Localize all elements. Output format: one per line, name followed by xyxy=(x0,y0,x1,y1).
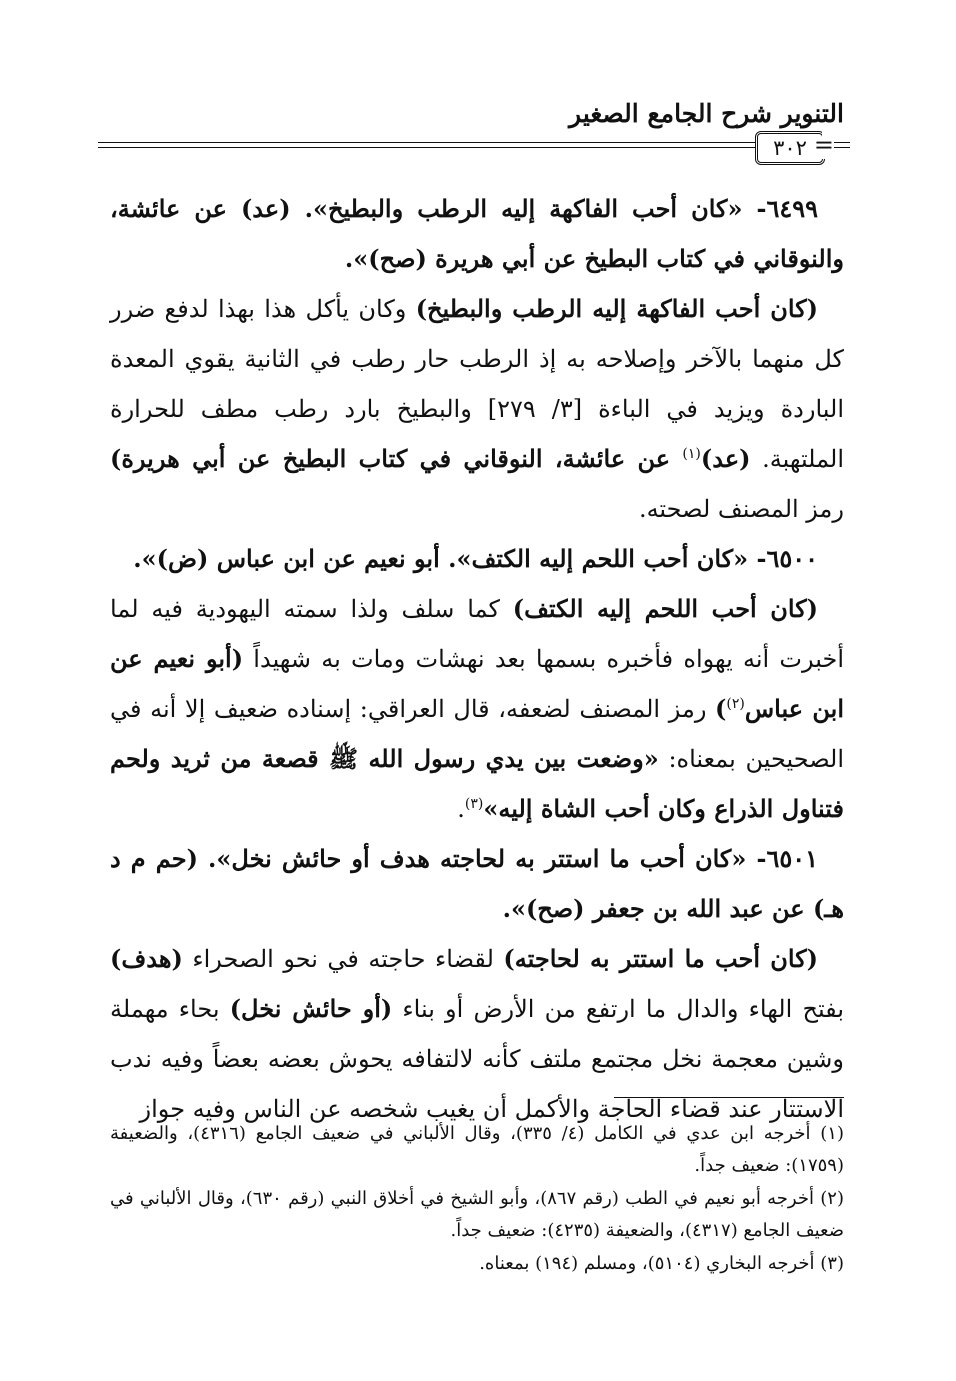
footnotes xyxy=(110,1118,844,1281)
header-rule xyxy=(98,142,850,143)
source-text: (أبو نعيم عن ابن عباس xyxy=(110,644,844,723)
commentary-text: بحاء مهملة وشين معجمة نخل مجتمع ملتف كأنه لالتفافه يحوش بعضه بعضاً وفيه ندب الاستتار عند قضاء الحاجة والأكمل أن يغيب شخصه عن الناس وفيه جواز xyxy=(110,995,844,1123)
header-edge-mark: = xyxy=(813,131,834,159)
entry-number: ٦٥٠٠- xyxy=(756,544,818,573)
hadith-text: «كان أحب ما استتر به لحاجته هدف أو حائش نخل». (حم م د هـ) عن عبد الله بن جعفر (صح)». xyxy=(110,844,844,923)
quoted-word: (هدف) xyxy=(110,944,183,973)
entry-number: ٦٤٩٩- xyxy=(756,194,818,223)
source-text: عن عائشة، النوقاني في كتاب البطيخ عن أبي هريرة) xyxy=(110,444,683,473)
hadith-text: «كان أحب اللحم إليه الكتف». أبو نعيم عن ابن عباس (ض)». xyxy=(133,544,749,573)
commentary-text: رمز المصنف لضعفه، قال العراقي: إسناده ضعيف إلا أنه في الصحيحين بمعناه: xyxy=(110,695,845,773)
quoted-hadith: «وضعت بين يدي رسول الله ﷺ قصعة من ثريد ولحم فتناول الذراع وكان أحب الشاة إليه» xyxy=(110,744,844,823)
commentary-text: لقضاء حاجته في نحو الصحراء xyxy=(182,945,504,973)
source-code: (عد) xyxy=(700,444,751,473)
footnote-1: (١) أخرجه ابن عدي في الكامل (٤/ ٣٣٥)، وقال الألباني في ضعيف الجامع (٤٣١٦)، والضعيفة (١٧٥٩): ضعيف جداً. xyxy=(110,1123,844,1176)
footnote-ref-3[interactable]: (٣) xyxy=(464,796,484,812)
hadith-text: «كان أحب الفاكهة إليه الرطب والبطيخ». (عد) عن عائشة، والنوقاني في كتاب البطيخ عن أبي هريرة (صح)». xyxy=(110,194,844,273)
footnote-separator xyxy=(614,1097,844,1098)
sentence-end: . xyxy=(457,795,465,823)
running-header-title: التنوير شرح الجامع الصغير xyxy=(569,99,844,128)
quoted-word: (أو حائش نخل) xyxy=(229,994,393,1023)
hadith-entry-6499 xyxy=(110,184,844,284)
footnote-ref-1[interactable]: (١) xyxy=(682,446,701,462)
page-number: ٣٠٢ xyxy=(755,131,825,165)
source-close: ) xyxy=(715,694,727,723)
footnote-ref-2[interactable]: (٢) xyxy=(726,696,745,712)
commentary-6499 xyxy=(110,284,844,534)
footnote-2: (٢) أخرجه أبو نعيم في الطب (رقم ٨٦٧)، وأبو الشيخ في أخلاق النبي (رقم ٦٣٠)، وقال الألباني في ضعيف الجامع (٤٣١٧)، والضعيفة (٤٢٣٥): ضعيف جداً. xyxy=(110,1188,844,1241)
commentary-6501 xyxy=(110,934,844,1134)
quoted-matn: (كان أحب ما استتر به لحاجته) xyxy=(503,944,818,973)
quoted-matn: (كان أحب اللحم إليه الكتف) xyxy=(512,594,818,623)
commentary-text: وكان يأكل هذا بهذا لدفع ضرر كل منهما بالآخر وإصلاحه به إذ الرطب حار رطب في الثانية يقوي المعدة الباردة ويزيد في الباءة [٣/ ٢٧٩] والبطيخ بارد رطب مطف للحرارة الملتهبة. xyxy=(110,295,844,473)
hadith-entry-6500 xyxy=(110,534,844,584)
header-rule-double xyxy=(98,147,850,148)
hadith-entry-6501 xyxy=(110,834,844,934)
commentary-6500 xyxy=(110,584,844,834)
quoted-matn: (كان أحب الفاكهة إليه الرطب والبطيخ) xyxy=(415,294,818,323)
commentary-text: كما سلف ولذا سمته اليهودية فيه لما أخبرت أنه يهواه فأخبره بسمها بعد نهشات ومات به شهيداً xyxy=(110,595,845,673)
commentary-text: بفتح الهاء والدال ما ارتفع من الأرض أو بناء xyxy=(392,995,845,1023)
main-text xyxy=(110,184,844,1134)
commentary-text: رمز المصنف لصحته. xyxy=(638,495,844,523)
footnote-3: (٣) أخرجه البخاري (٥١٠٤)، ومسلم (١٩٤) بمعناه. xyxy=(479,1253,844,1274)
entry-number: ٦٥٠١- xyxy=(756,844,818,873)
